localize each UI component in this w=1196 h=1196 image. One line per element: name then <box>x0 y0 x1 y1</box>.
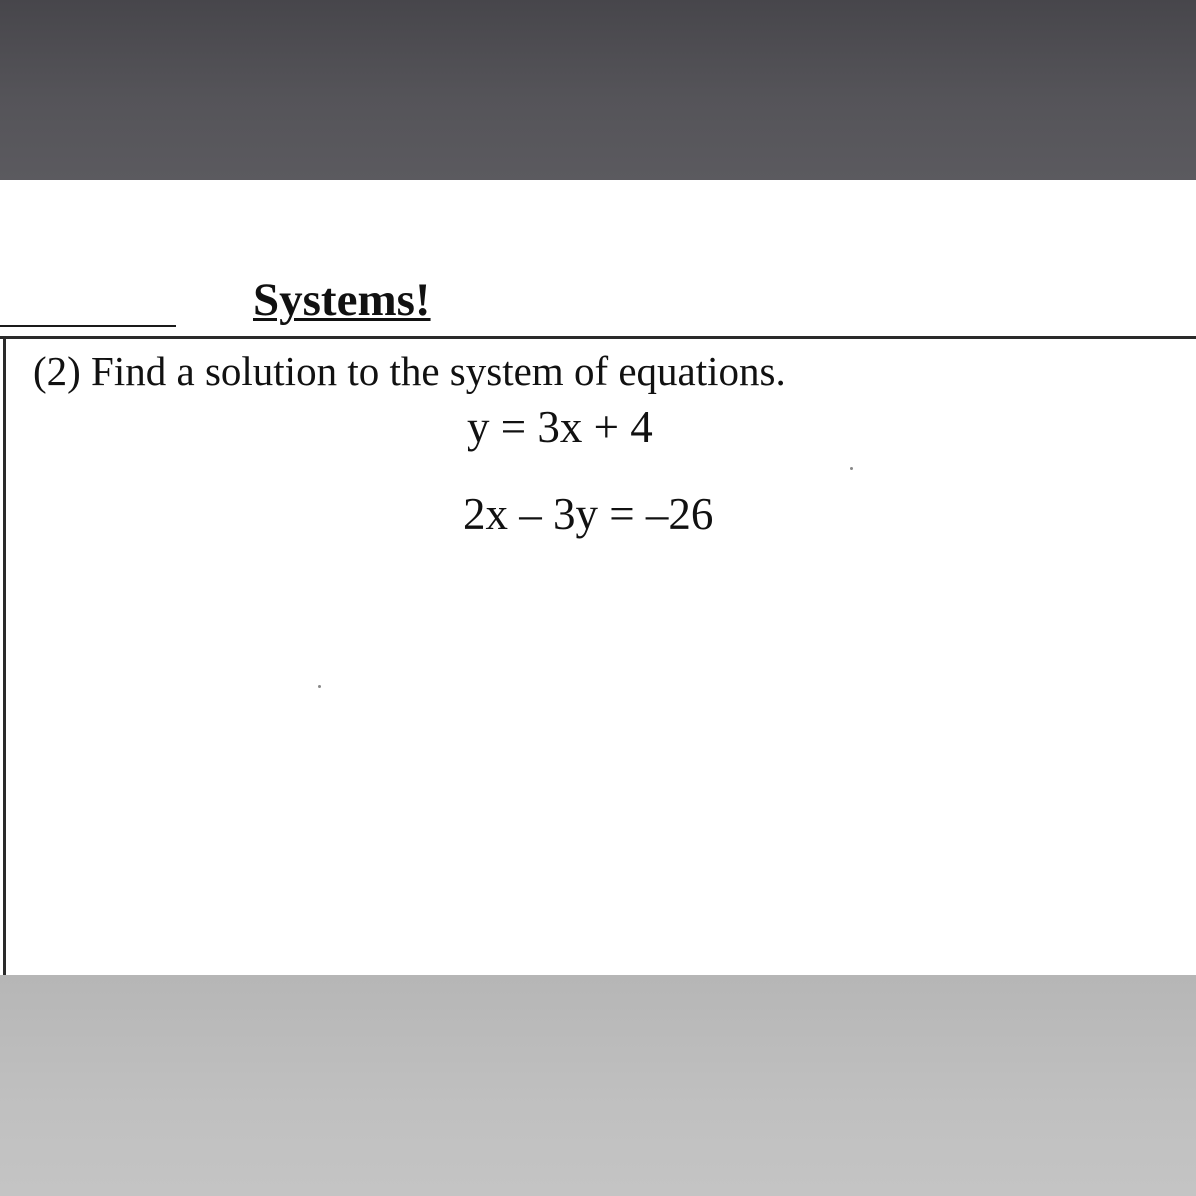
top-dark-background <box>0 0 1196 180</box>
bottom-gray-background <box>0 975 1196 1196</box>
equation-2: 2x – 3y = –26 <box>463 489 714 539</box>
question-prompt: (2) Find a solution to the system of equations. <box>33 348 786 394</box>
worksheet-title: Systems! <box>253 274 431 326</box>
worksheet-page <box>0 180 1196 975</box>
paper-speck <box>850 467 853 470</box>
name-blank-line <box>0 325 176 327</box>
question-box-left-border <box>3 336 6 975</box>
paper-speck <box>318 685 321 688</box>
question-box-top-border <box>0 336 1196 339</box>
equation-1: y = 3x + 4 <box>467 402 653 452</box>
